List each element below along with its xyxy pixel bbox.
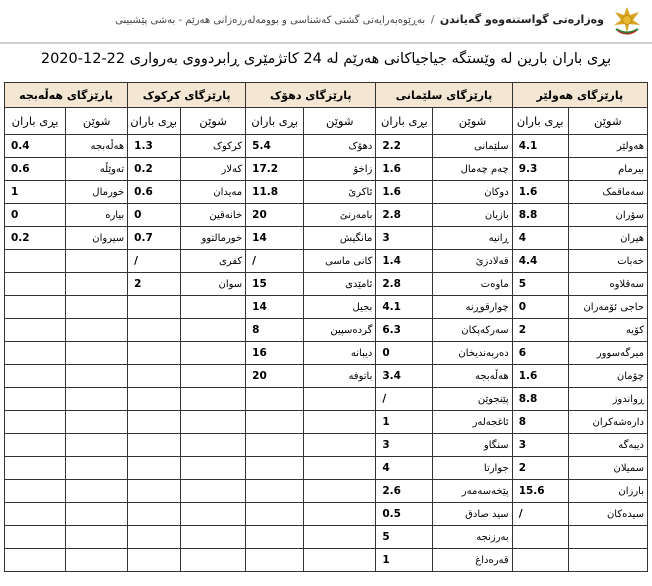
rainfall-amount-cell: 1.4 xyxy=(376,250,433,273)
table-row xyxy=(5,457,648,480)
station-name-cell: گردەسپین xyxy=(304,319,376,342)
rainfall-amount-cell: 3 xyxy=(376,434,433,457)
rainfall-amount-cell xyxy=(5,526,66,549)
rainfall-amount-cell: 4.1 xyxy=(512,135,568,158)
rainfall-amount-cell: 8 xyxy=(246,319,304,342)
rainfall-amount-cell: / xyxy=(246,250,304,273)
station-name-cell: میرگەسوور xyxy=(568,342,647,365)
rainfall-amount-cell xyxy=(246,411,304,434)
station-name-cell: مەیدان xyxy=(181,181,246,204)
station-name-cell: زاخۆ xyxy=(304,158,376,181)
rainfall-amount-cell xyxy=(128,480,181,503)
rainfall-amount-cell: 3.4 xyxy=(376,365,433,388)
station-name-cell: قەلادزێ xyxy=(433,250,512,273)
rainfall-amount-cell: 5.4 xyxy=(246,135,304,158)
station-name-cell: خورمال xyxy=(66,181,128,204)
table-row xyxy=(5,388,648,411)
rainfall-amount-cell: 8 xyxy=(512,411,568,434)
rainfall-amount-cell xyxy=(128,526,181,549)
table-row xyxy=(5,250,648,273)
station-name-cell: سیروان xyxy=(66,227,128,250)
station-name-cell xyxy=(66,342,128,365)
rainfall-amount-cell: 4 xyxy=(376,457,433,480)
station-name-cell: سید صادق xyxy=(433,503,512,526)
amount-column-header: بڕی باران xyxy=(512,108,568,135)
station-name-cell: بارزان xyxy=(568,480,647,503)
rainfall-amount-cell: 6 xyxy=(512,342,568,365)
rainfall-amount-cell: 15 xyxy=(246,273,304,296)
station-name-cell xyxy=(66,457,128,480)
station-name-cell xyxy=(66,434,128,457)
station-name-cell: سمیلان xyxy=(568,457,647,480)
rainfall-amount-cell xyxy=(5,480,66,503)
station-name-cell: سۆران xyxy=(568,204,647,227)
place-column-header: شوێن xyxy=(433,108,512,135)
amount-column-header: بڕی باران xyxy=(376,108,433,135)
rainfall-amount-cell xyxy=(5,273,66,296)
station-name-cell xyxy=(181,503,246,526)
rainfall-amount-cell: 0 xyxy=(128,204,181,227)
rainfall-amount-cell xyxy=(5,388,66,411)
station-name-cell xyxy=(304,549,376,572)
station-name-cell xyxy=(304,457,376,480)
station-name-cell xyxy=(181,388,246,411)
table-row xyxy=(5,480,648,503)
station-name-cell xyxy=(66,319,128,342)
rainfall-amount-cell xyxy=(512,549,568,572)
rainfall-amount-cell: 1.6 xyxy=(512,181,568,204)
rainfall-amount-cell xyxy=(128,388,181,411)
place-column-header: شوێن xyxy=(66,108,128,135)
rainfall-amount-cell xyxy=(128,503,181,526)
rainfall-amount-cell xyxy=(246,503,304,526)
station-name-cell xyxy=(304,434,376,457)
station-name-cell xyxy=(181,434,246,457)
rainfall-amount-cell: 1 xyxy=(376,411,433,434)
station-name-cell: بەرزنجە xyxy=(433,526,512,549)
rainfall-amount-cell xyxy=(5,549,66,572)
station-name-cell: دارەشەکران xyxy=(568,411,647,434)
rainfall-amount-cell: 3 xyxy=(376,227,433,250)
station-name-cell: ئاکرێ xyxy=(304,181,376,204)
table-row xyxy=(5,365,648,388)
rainfall-amount-cell xyxy=(128,319,181,342)
rainfall-amount-cell: 1.3 xyxy=(128,135,181,158)
rainfall-amount-cell xyxy=(5,365,66,388)
amount-column-header: بڕی باران xyxy=(5,108,66,135)
table-row xyxy=(5,342,648,365)
station-name-cell: بیرمام xyxy=(568,158,647,181)
rainfall-amount-cell: 16 xyxy=(246,342,304,365)
place-column-header: شوێن xyxy=(568,108,647,135)
station-name-cell: چەم چەمال xyxy=(433,158,512,181)
rainfall-amount-cell: 11.8 xyxy=(246,181,304,204)
rainfall-amount-cell xyxy=(128,342,181,365)
rainfall-amount-cell xyxy=(512,526,568,549)
station-name-cell: پێخەسەمەر xyxy=(433,480,512,503)
station-name-cell: خورمالتوو xyxy=(181,227,246,250)
rainfall-amount-cell: 2 xyxy=(128,273,181,296)
station-name-cell xyxy=(181,296,246,319)
station-name-cell: سەرکەپکان xyxy=(433,319,512,342)
station-name-cell xyxy=(66,388,128,411)
station-name-cell: مانگیش xyxy=(304,227,376,250)
station-name-cell: خەبات xyxy=(568,250,647,273)
station-name-cell: سوان xyxy=(181,273,246,296)
rainfall-amount-cell xyxy=(128,411,181,434)
column-header-row xyxy=(5,108,648,135)
station-name-cell xyxy=(568,526,647,549)
station-name-cell: کفری xyxy=(181,250,246,273)
table-row xyxy=(5,204,648,227)
rainfall-amount-cell: 2.8 xyxy=(376,273,433,296)
rainfall-amount-cell: 14 xyxy=(246,296,304,319)
table-row xyxy=(5,135,648,158)
station-name-cell xyxy=(66,273,128,296)
ministry-name: وەزارەتی گواستنەوەو گەیاندن xyxy=(439,13,604,26)
amount-column-header: بڕی باران xyxy=(246,108,304,135)
rainfall-amount-cell xyxy=(128,549,181,572)
station-name-cell: دوکان xyxy=(433,181,512,204)
rainfall-amount-cell: 4.1 xyxy=(376,296,433,319)
table-row xyxy=(5,434,648,457)
station-name-cell: دیبەگە xyxy=(568,434,647,457)
table-row xyxy=(5,181,648,204)
rainfall-amount-cell xyxy=(246,388,304,411)
rainfall-amount-cell xyxy=(5,503,66,526)
station-name-cell xyxy=(181,342,246,365)
station-name-cell: باتوفە xyxy=(304,365,376,388)
station-name-cell xyxy=(181,480,246,503)
rainfall-amount-cell: 0.2 xyxy=(5,227,66,250)
rainfall-amount-cell: 2 xyxy=(512,457,568,480)
station-name-cell xyxy=(304,480,376,503)
page-header xyxy=(0,0,652,44)
station-name-cell: سنگاو xyxy=(433,434,512,457)
rainfall-amount-cell: / xyxy=(512,503,568,526)
station-name-cell xyxy=(66,365,128,388)
rainfall-amount-cell: 2 xyxy=(512,319,568,342)
station-name-cell: کانی ماسی xyxy=(304,250,376,273)
province-header: پارێزگای هەڵەبجە xyxy=(5,83,128,108)
station-name-cell: سەماقمک xyxy=(568,181,647,204)
table-row xyxy=(5,296,648,319)
amount-column-header: بڕی باران xyxy=(128,108,181,135)
station-name-cell: کرکوک xyxy=(181,135,246,158)
rainfall-amount-cell: 3 xyxy=(512,434,568,457)
station-name-cell: هەولێر xyxy=(568,135,647,158)
station-name-cell: جوارتا xyxy=(433,457,512,480)
table-row xyxy=(5,227,648,250)
place-column-header: شوێن xyxy=(304,108,376,135)
station-name-cell: ماوەت xyxy=(433,273,512,296)
rainfall-amount-cell: 6.3 xyxy=(376,319,433,342)
station-name-cell: کەلار xyxy=(181,158,246,181)
station-name-cell xyxy=(66,526,128,549)
station-name-cell: بامەرنێ xyxy=(304,204,376,227)
rainfall-amount-cell xyxy=(5,342,66,365)
station-name-cell xyxy=(66,250,128,273)
rainfall-amount-cell: 0.4 xyxy=(5,135,66,158)
rainfall-amount-cell: 1.6 xyxy=(376,158,433,181)
rainfall-amount-cell: 1 xyxy=(376,549,433,572)
station-name-cell: چوارقوڕنە xyxy=(433,296,512,319)
station-name-cell: ڕواندوز xyxy=(568,388,647,411)
rainfall-amount-cell: 2.6 xyxy=(376,480,433,503)
rainfall-amount-cell: 5 xyxy=(512,273,568,296)
rainfall-amount-cell xyxy=(128,365,181,388)
rainfall-amount-cell xyxy=(128,457,181,480)
rainfall-table xyxy=(4,82,648,572)
province-header: پارێزگای هەولێر xyxy=(512,83,647,108)
rainfall-amount-cell: 0.7 xyxy=(128,227,181,250)
station-name-cell xyxy=(304,388,376,411)
province-header: پارێزگای دهۆک xyxy=(246,83,376,108)
station-name-cell xyxy=(66,296,128,319)
rainfall-amount-cell: 4.4 xyxy=(512,250,568,273)
station-name-cell xyxy=(181,411,246,434)
station-name-cell xyxy=(304,411,376,434)
rainfall-amount-cell: 0.5 xyxy=(376,503,433,526)
rainfall-amount-cell xyxy=(5,457,66,480)
rainfall-amount-cell: / xyxy=(128,250,181,273)
header-separator: / xyxy=(430,13,435,26)
province-header-row xyxy=(5,83,648,108)
rainfall-amount-cell xyxy=(5,250,66,273)
rainfall-amount-cell: 0 xyxy=(376,342,433,365)
rainfall-amount-cell xyxy=(246,526,304,549)
station-name-cell: کۆیە xyxy=(568,319,647,342)
station-name-cell xyxy=(181,549,246,572)
kurdistan-region-emblem-icon xyxy=(610,3,644,37)
table-row xyxy=(5,549,648,572)
station-name-cell: ئاغجەلەر xyxy=(433,411,512,434)
table-row xyxy=(5,411,648,434)
rainfall-amount-cell: 8.8 xyxy=(512,204,568,227)
station-name-cell: چۆمان xyxy=(568,365,647,388)
rainfall-amount-cell xyxy=(5,296,66,319)
station-name-cell: سلێمانی xyxy=(433,135,512,158)
rainfall-amount-cell: 17.2 xyxy=(246,158,304,181)
rainfall-amount-cell: 8.8 xyxy=(512,388,568,411)
rainfall-amount-cell: 0.6 xyxy=(128,181,181,204)
station-name-cell: دیبانە xyxy=(304,342,376,365)
station-name-cell: بیارە xyxy=(66,204,128,227)
station-name-cell xyxy=(66,503,128,526)
rainfall-amount-cell xyxy=(246,480,304,503)
station-name-cell xyxy=(181,457,246,480)
station-name-cell: حاجی ئۆمەران xyxy=(568,296,647,319)
page-title: بڕی باران بارین لە وێستگە جیاجیاکانی هەرێم لە 24 کاتژمێری ڕابردووی بەرواری 22-12-2020 xyxy=(40,51,612,67)
rainfall-amount-cell xyxy=(128,434,181,457)
table-row xyxy=(5,319,648,342)
station-name-cell: هەڵەبجە xyxy=(433,365,512,388)
station-name-cell: دەربەندیخان xyxy=(433,342,512,365)
station-name-cell: بجیل xyxy=(304,296,376,319)
rainfall-amount-cell: 15.6 xyxy=(512,480,568,503)
rainfall-amount-cell xyxy=(5,434,66,457)
rainfall-amount-cell xyxy=(246,457,304,480)
station-name-cell: سەقلاوە xyxy=(568,273,647,296)
station-name-cell: هەڵەبجە xyxy=(66,135,128,158)
table-row xyxy=(5,526,648,549)
table-row xyxy=(5,503,648,526)
station-name-cell: ئامێدی xyxy=(304,273,376,296)
station-name-cell xyxy=(181,526,246,549)
rainfall-amount-cell: 0 xyxy=(5,204,66,227)
station-name-cell xyxy=(181,365,246,388)
rainfall-amount-cell: 2.8 xyxy=(376,204,433,227)
rainfall-amount-cell: 14 xyxy=(246,227,304,250)
department-name: بەڕێوەبەرایەتی گشتی کەشناسی و بوومەلەرزەزانی هەرێم - بەشی پێشبینی xyxy=(115,15,426,26)
table-row xyxy=(5,158,648,181)
station-name-cell xyxy=(66,480,128,503)
station-name-cell: هیران xyxy=(568,227,647,250)
rainfall-amount-cell: 1.6 xyxy=(512,365,568,388)
station-name-cell xyxy=(304,526,376,549)
rainfall-amount-cell: 9.3 xyxy=(512,158,568,181)
province-header: پارێزگای سلێمانی xyxy=(376,83,512,108)
rainfall-amount-cell: 5 xyxy=(376,526,433,549)
rainfall-amount-cell: 0 xyxy=(512,296,568,319)
place-column-header: شوێن xyxy=(181,108,246,135)
rainfall-amount-cell: 0.2 xyxy=(128,158,181,181)
rainfall-amount-cell: / xyxy=(376,388,433,411)
station-name-cell: قەرەداغ xyxy=(433,549,512,572)
rainfall-amount-cell: 4 xyxy=(512,227,568,250)
header-text xyxy=(115,13,604,26)
rainfall-amount-cell: 2.2 xyxy=(376,135,433,158)
station-name-cell xyxy=(568,549,647,572)
rainfall-amount-cell xyxy=(5,411,66,434)
table-row xyxy=(5,273,648,296)
rainfall-amount-cell xyxy=(246,434,304,457)
station-name-cell: پێنجوێن xyxy=(433,388,512,411)
rainfall-amount-cell: 0.6 xyxy=(5,158,66,181)
station-name-cell: دهۆک xyxy=(304,135,376,158)
station-name-cell: ڕانیە xyxy=(433,227,512,250)
station-name-cell: سیدەکان xyxy=(568,503,647,526)
rainfall-amount-cell: 20 xyxy=(246,204,304,227)
rainfall-amount-cell xyxy=(5,319,66,342)
rainfall-amount-cell: 1 xyxy=(5,181,66,204)
rainfall-amount-cell xyxy=(128,296,181,319)
rainfall-amount-cell: 20 xyxy=(246,365,304,388)
rainfall-amount-cell xyxy=(246,549,304,572)
station-name-cell xyxy=(304,503,376,526)
station-name-cell xyxy=(181,319,246,342)
station-name-cell xyxy=(66,549,128,572)
station-name-cell: تەوێڵە xyxy=(66,158,128,181)
province-header: پارێزگای کرکوک xyxy=(128,83,246,108)
station-name-cell: بازیان xyxy=(433,204,512,227)
rainfall-amount-cell: 1.6 xyxy=(376,181,433,204)
station-name-cell xyxy=(66,411,128,434)
station-name-cell: خانەقین xyxy=(181,204,246,227)
